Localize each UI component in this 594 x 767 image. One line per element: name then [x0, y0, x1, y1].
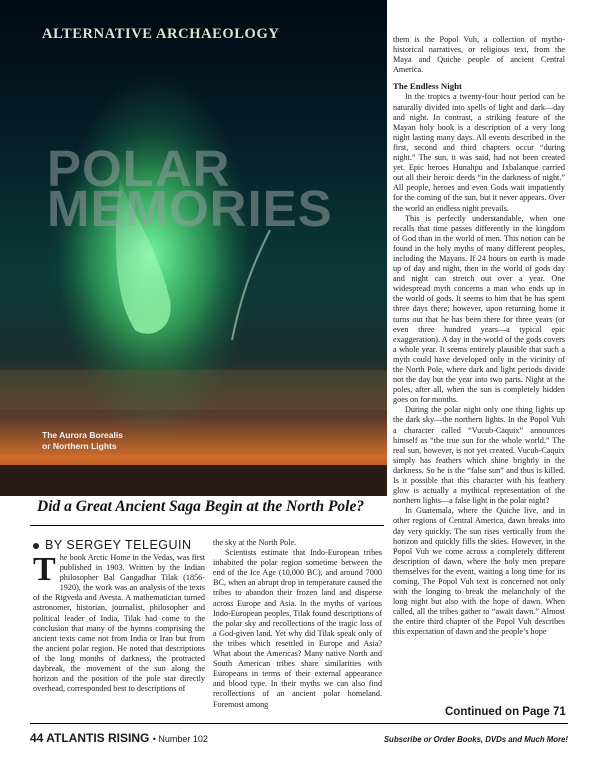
subtitle-rule: [30, 525, 384, 526]
paragraph: During the polar night only one thing lights up the dark sky—the northern lights. In the Popol Vuh a character called “Vucub-Caquix” announces himself as “the true sun for the whole world.” The real sun, however, is not yet created. Vucub-Caquix simply has feathers which shine brightly in the darkness. So he is the “false sun” and thus is killed. Is it possible that this character with his feathery glow is actually a mythical representation of the northern lights—a false light in the polar night?: [393, 405, 565, 506]
footer-rule: [30, 723, 568, 724]
aurora-photo: [0, 0, 387, 496]
paragraph: the sky at the North Pole.: [213, 538, 297, 547]
footer-promo[interactable]: Subscribe or Order Books, DVDs and Much More!: [383, 735, 568, 744]
paragraph: Scientists estimate that Indo-European tribes inhabited the polar region sometime between the end of the Ice Age (10,000 BC), and around 7000 BC, when an abrupt drop in temperature caused the tribes to abandon their frozen land and disperse across Europe and Asia. In the myths of various Indo-European peoples, Tilak found descriptions of the polar sky and recollections of the tragic loss of a God-given land. Yet why did Tilak speak only of the tribes which resettled in Europe and Asia? What about the Americas? Many native North and South American tribes share similarities with Europeans in terms of their external appearance and blood type. In their myths we can also find recollections of an ancient polar homeland. Foremost among: [213, 548, 382, 709]
caption-line-1: The Aurora Borealis: [42, 430, 123, 440]
magazine-name: ATLANTIS RISING: [46, 731, 150, 745]
image-caption: [42, 430, 123, 452]
caption-line-2: or Northern Lights: [42, 441, 117, 451]
byline: [33, 538, 192, 552]
footer-folio: [30, 731, 208, 745]
headline-line-1: POLAR: [47, 140, 231, 197]
paragraph: he book Arctic Home in the Vedas, was first published in 1903. Written by the Indian philosopher Bal Gangadhar Tilak (1856-1920), the work was an analysis of the texts of the Rigveda and Avesta. A mathematician turned astronomer, historian, journalist, philosopher and political leader of India, Tilak had come to the conclusion that many of the hymns comprising the ancient texts came not from India or Iran but from the ancient polar region. He noted that descriptions of the long months of darkness, the protracted daybreak, the movement of the sun along the horizon and the position of the pole star directly overhead, corresponded best to descriptions of: [33, 553, 205, 694]
column-1: [33, 553, 205, 719]
column-3: [393, 35, 565, 703]
paragraph: In the tropics a twenty-four hour period can be naturally divided into spells of light and dark—day and night. In contrast, a striking feature of the Mayan holy book is a description of a very long night lasting many days. All events described in the first, second and third chapters occur “during night.” The sun, it was said, had not been created yet. Epic heroes Hunahpu and Ixbalanque carried out all their heroic deeds “in the darkness of night.” All people, heroes and even Gods wait impatiently for the coming of the sun, but it never appears. Over the world an endless night prevails.: [393, 92, 565, 213]
continued-link[interactable]: Continued on Page 71: [445, 706, 566, 718]
aurora-illustration: [0, 0, 387, 496]
headline-line-2: MEMORIES: [47, 180, 333, 237]
issue-number: • Number 102: [152, 734, 208, 744]
section-label: ALTERNATIVE ARCHAEOLOGY: [42, 26, 280, 42]
paragraph: In Guatemala, where the Quiche live, and in other regions of Central America, dawn breaks into day very quickly. The sun rises vertically from the horizon and quickly fills the skies. However, in the Popol Vuh we come across a completely different description of dawn, where the holy men prepare themselves for the event, waiting a long time for its coming. The Popol Vuh text is concerned not only with the longing to break the melancholy of the long night but also with the hope of dawn. When called, all the tribes gather to “await dawn.” Almost the entire third chapter of the Popol Vuh describes this expectation of dawn and the people’s hope: [393, 506, 565, 637]
article-subtitle: Did a Great Ancient Saga Begin at the North Pole?: [37, 498, 365, 515]
author-name: BY SERGEY TELEGUIN: [45, 538, 192, 552]
paragraph: This is perfectly understandable, when one recalls that time passes differently in the kingdom of God than in the world of men. This notion can be found in the holy myths of many different peoples, including the Mayans. If 24 hours on earth is made up of day and night, then in the world of gods day and night can stretch out over a year. One widespread myth concerns a man who ends up in the world of gods. It seems to him that he has spent three days there; however, upon returning home it turns out that he has been there for three years (or even three hundred years—a typical epic exaggeration). A day in the world of the gods covers a whole year. It seems entirely plausible that such a myth could have developed only in the vicinity of the North Pole, where dark and light periods divide not the day but the year into two parts. Night at the poles, after all, when the sun is completely hidden goes on for months.: [393, 213, 565, 405]
column-2: [213, 538, 382, 719]
page-number: 44: [30, 731, 44, 745]
section-heading: The Endless Night: [393, 81, 462, 92]
drop-cap: T: [33, 551, 56, 588]
paragraph: them is the Popol Vuh, a collection of mytho-historical narratives, or religious text, from the Maya and Quiche people of ancient Central America.: [393, 35, 565, 75]
bullet-icon: [33, 543, 39, 549]
